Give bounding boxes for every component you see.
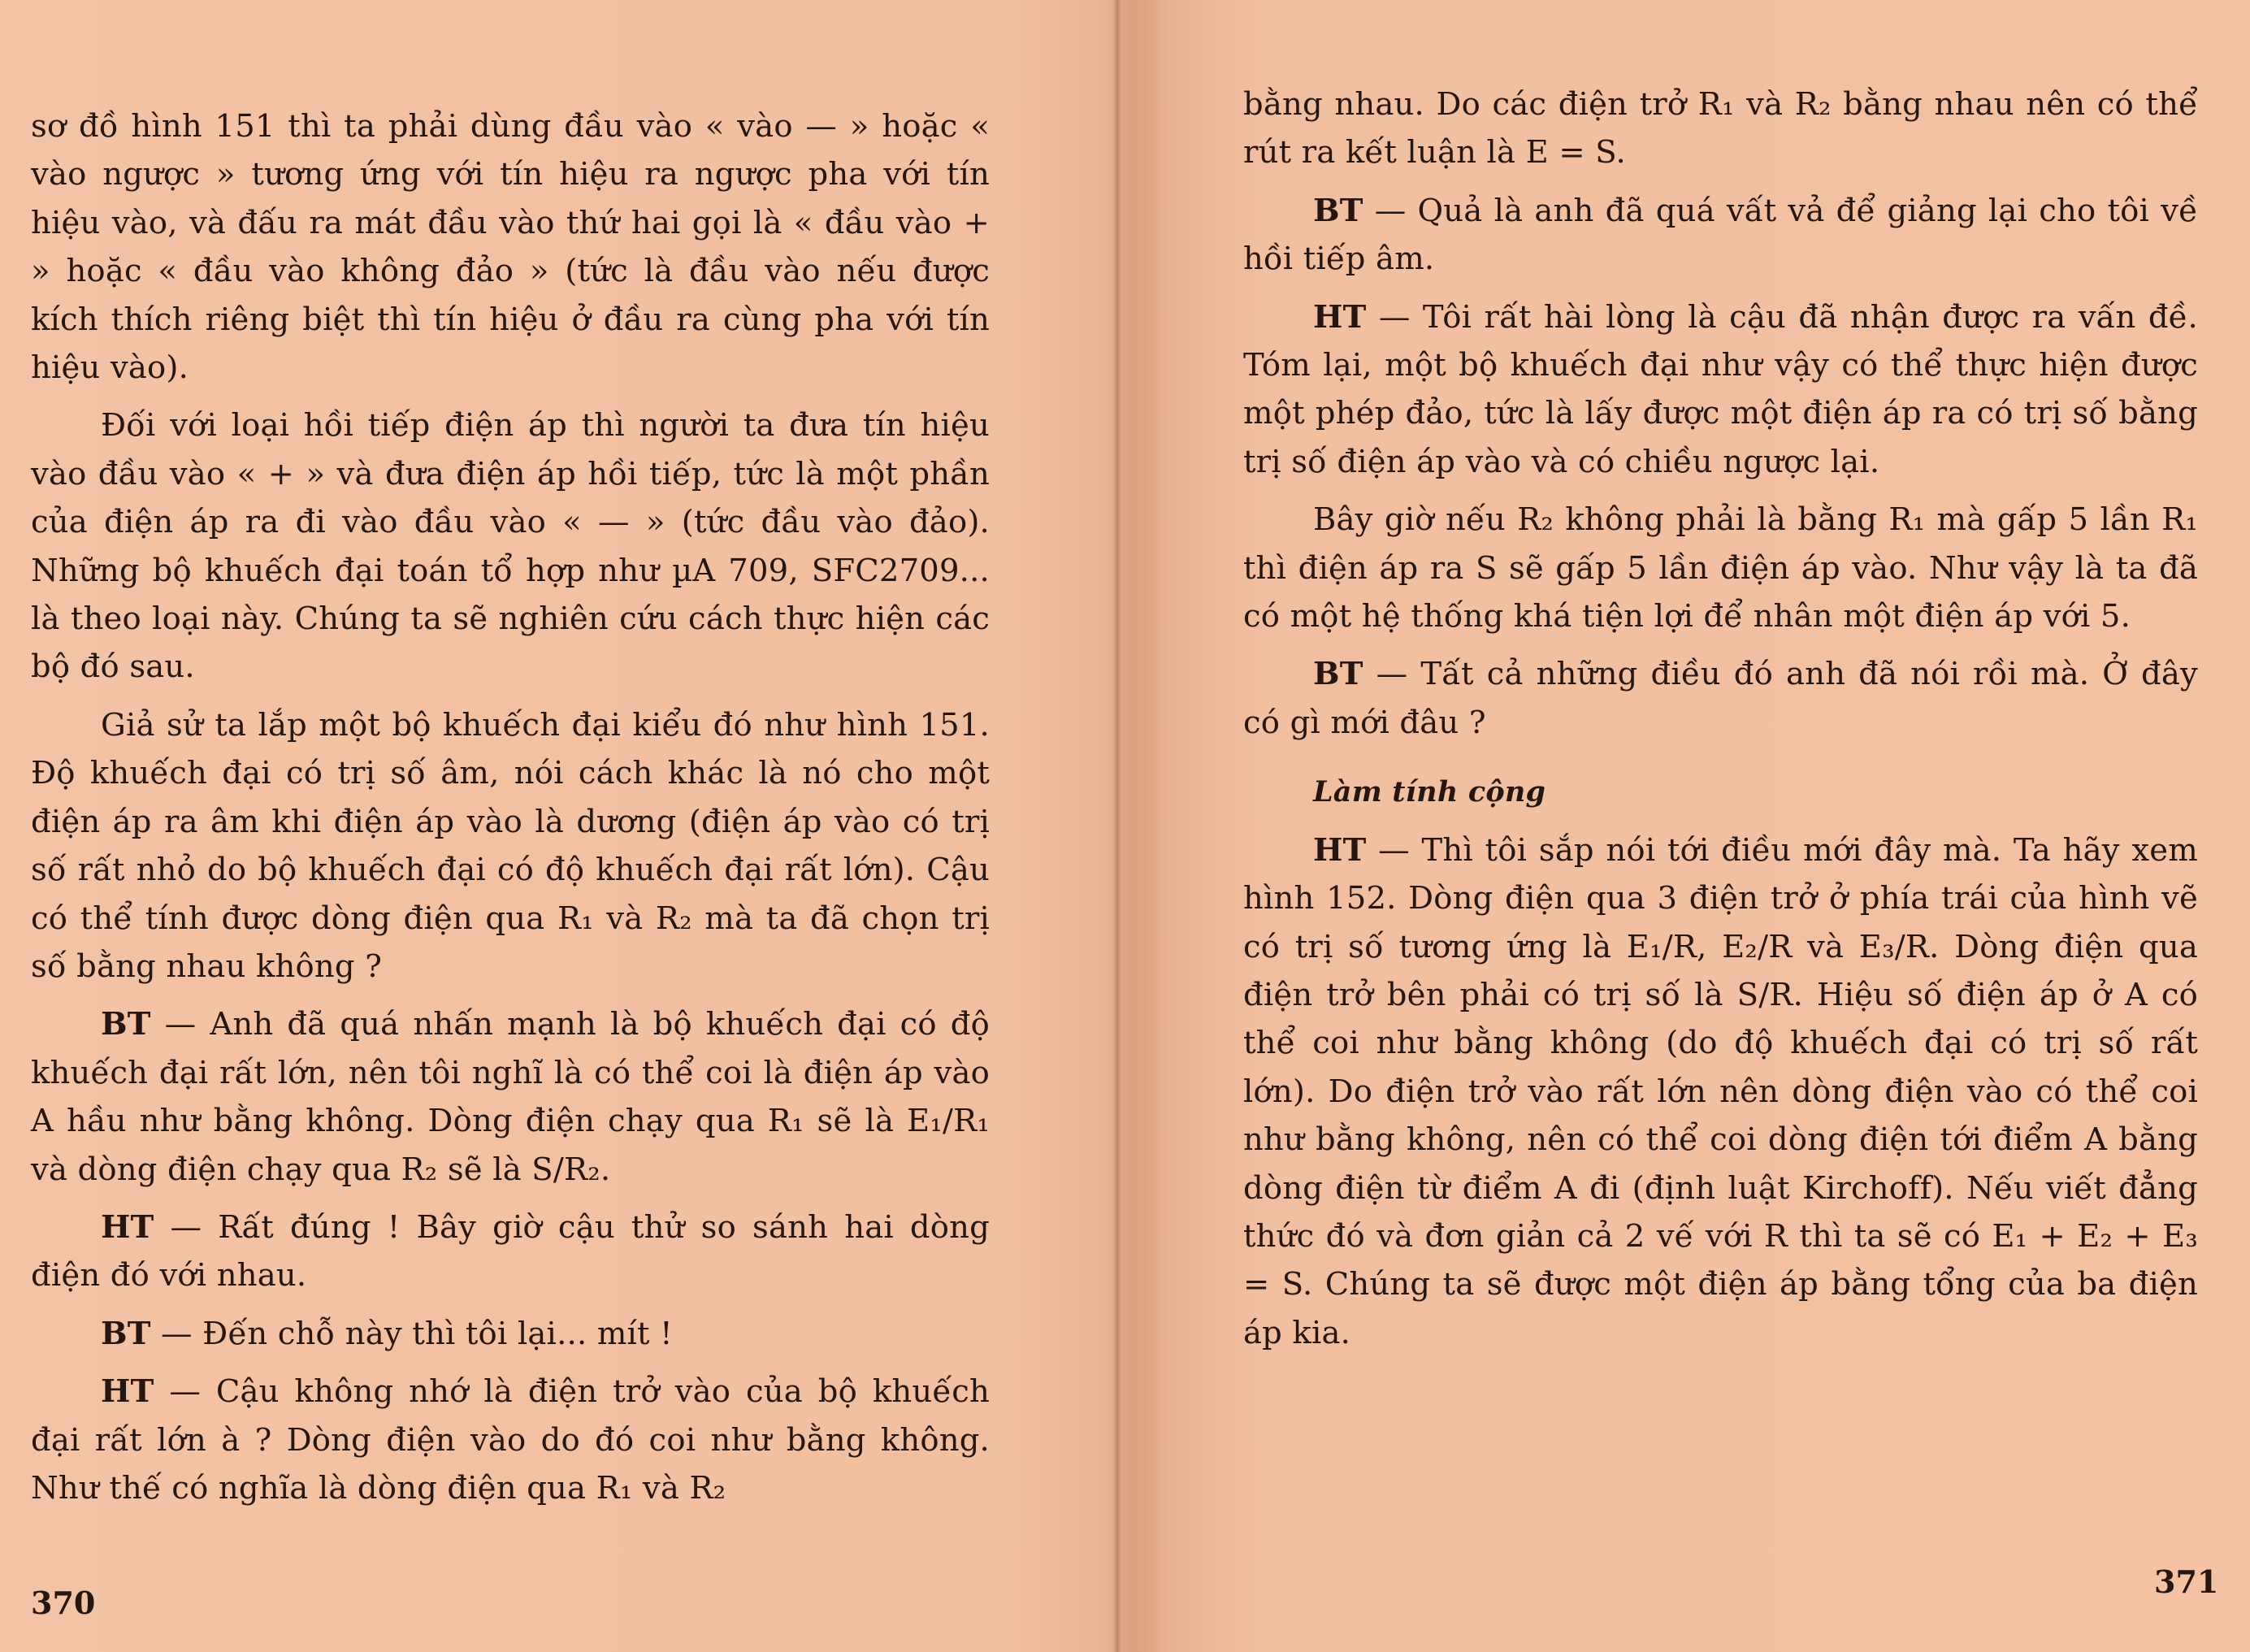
dialogue-paragraph: HT — Rất đúng ! Bây giờ cậu thử so sánh hai dòng điện đó với nhau. bbox=[31, 1208, 990, 1294]
dialogue-paragraph: BT — Đến chỗ này thì tôi lại... mít ! bbox=[101, 1315, 673, 1352]
speaker-label: HT bbox=[101, 1208, 154, 1246]
paragraph: bằng nhau. Do các điện trở R₁ và R₂ bằng nhau nên có thể rút ra kết luận là E = S. bbox=[1243, 86, 2198, 171]
speaker-label: HT bbox=[1313, 831, 1367, 869]
speaker-label: HT bbox=[101, 1373, 154, 1411]
speaker-label: BT bbox=[101, 1315, 151, 1352]
dialogue-paragraph: BT — Anh đã quá nhấn mạnh là bộ khuếch đại có độ khuếch đại rất lớn, nên tôi nghĩ là có thể coi là điện áp vào A hầu như bằng không. Dòng điện chạy qua R₁ sẽ là E₁/R₁ và dòng điện chạy qua R₂ sẽ là S/R₂. bbox=[31, 1006, 990, 1188]
page-number-left: 370 bbox=[31, 1585, 96, 1621]
left-page-text bbox=[31, 102, 990, 1512]
speaker-label: BT bbox=[1313, 656, 1363, 693]
dialogue-paragraph: BT — Quả là anh đã quá vất vả để giảng lại cho tôi về hồi tiếp âm. bbox=[1243, 192, 2198, 278]
speaker-label: BT bbox=[101, 1006, 151, 1043]
section-heading: Làm tính cộng bbox=[1313, 775, 1546, 809]
dialogue-paragraph: HT — Tôi rất hài lòng là cậu đã nhận được ra vấn đề. Tóm lại, một bộ khuếch đại như vậy có thể thực hiện được một phép đảo, tức là lấy được một điện áp ra có trị số bằng trị số điện áp vào và có chiều ngược lại. bbox=[1243, 298, 2198, 480]
speaker-label: BT bbox=[1313, 192, 1363, 229]
dialogue-paragraph: HT — Cậu không nhớ là điện trở vào của bộ khuếch đại rất lớn à ? Dòng điện vào do đó coi như bằng không. Như thế có nghĩa là dòng điện qua R₁ và R₂ bbox=[31, 1373, 990, 1507]
right-page bbox=[1121, 0, 2250, 1652]
right-page-text bbox=[1243, 80, 2198, 1357]
speaker-label: HT bbox=[1313, 298, 1367, 336]
dialogue-paragraph: HT — Thì tôi sắp nói tới điều mới đây mà. Ta hãy xem hình 152. Dòng điện qua 3 điện trở ở phía trái của hình vẽ có trị số tương ứng là E₁/R, E₂/R và E₃/R. Dòng điện qua điện trở bên phải có trị số là S/R. Hiệu số điện áp ở A có thể coi như bằng không (do độ khuếch đại có trị số rất lớn). Do điện trở vào rất lớn nên dòng điện vào có thể coi như bằng không, nên có thể coi dòng điện tới điểm A bằng dòng điện từ điểm A đi (định luật Kirchoff). Nếu viết đẳng thức đó và đơn giản cả 2 vế với R thì ta sẽ có E₁ + E₂ + E₃ = S. Chúng ta sẽ được một điện áp bằng tổng của ba điện áp kia. bbox=[1243, 831, 2198, 1351]
paragraph: Bây giờ nếu R₂ không phải là bằng R₁ mà gấp 5 lần R₁ thì điện áp ra S sẽ gấp 5 lần điện áp vào. Như vậy là ta đã có một hệ thống khá tiện lợi để nhân một điện áp với 5. bbox=[1243, 501, 2198, 635]
paragraph: Đối với loại hồi tiếp điện áp thì người ta đưa tín hiệu vào đầu vào « + » và đưa điện áp hồi tiếp, tức là một phần của điện áp ra đi vào đầu vào « — » (tức đầu vào đảo). Những bộ khuếch đại toán tổ hợp như µA 709, SFC2709... là theo loại này. Chúng ta sẽ nghiên cứu cách thực hiện các bộ đó sau. bbox=[31, 407, 990, 686]
paragraph: sơ đồ hình 151 thì ta phải dùng đầu vào « vào — » hoặc « vào ngược » tương ứng với tín hiệu ra ngược pha với tín hiệu vào, và đấu ra mát đầu vào thứ hai gọi là « đầu vào + » hoặc « đầu vào không đảo » (tức là đầu vào nếu được kích thích riêng biệt thì tín hiệu ở đầu ra cùng pha với tín hiệu vào). bbox=[31, 108, 990, 387]
left-page bbox=[0, 0, 1117, 1652]
dialogue-paragraph: BT — Tất cả những điều đó anh đã nói rồi mà. Ở đây có gì mới đâu ? bbox=[1243, 656, 2198, 741]
page-number-right: 371 bbox=[2154, 1563, 2219, 1600]
paragraph: Giả sử ta lắp một bộ khuếch đại kiểu đó như hình 151. Độ khuếch đại có trị số âm, nói cách khác là nó cho một điện áp ra âm khi điện áp vào là dương (điện áp vào có trị số rất nhỏ do bộ khuếch đại có độ khuếch đại rất lớn). Cậu có thể tính được dòng điện qua R₁ và R₂ mà ta đã chọn trị số bằng nhau không ? bbox=[31, 706, 990, 985]
